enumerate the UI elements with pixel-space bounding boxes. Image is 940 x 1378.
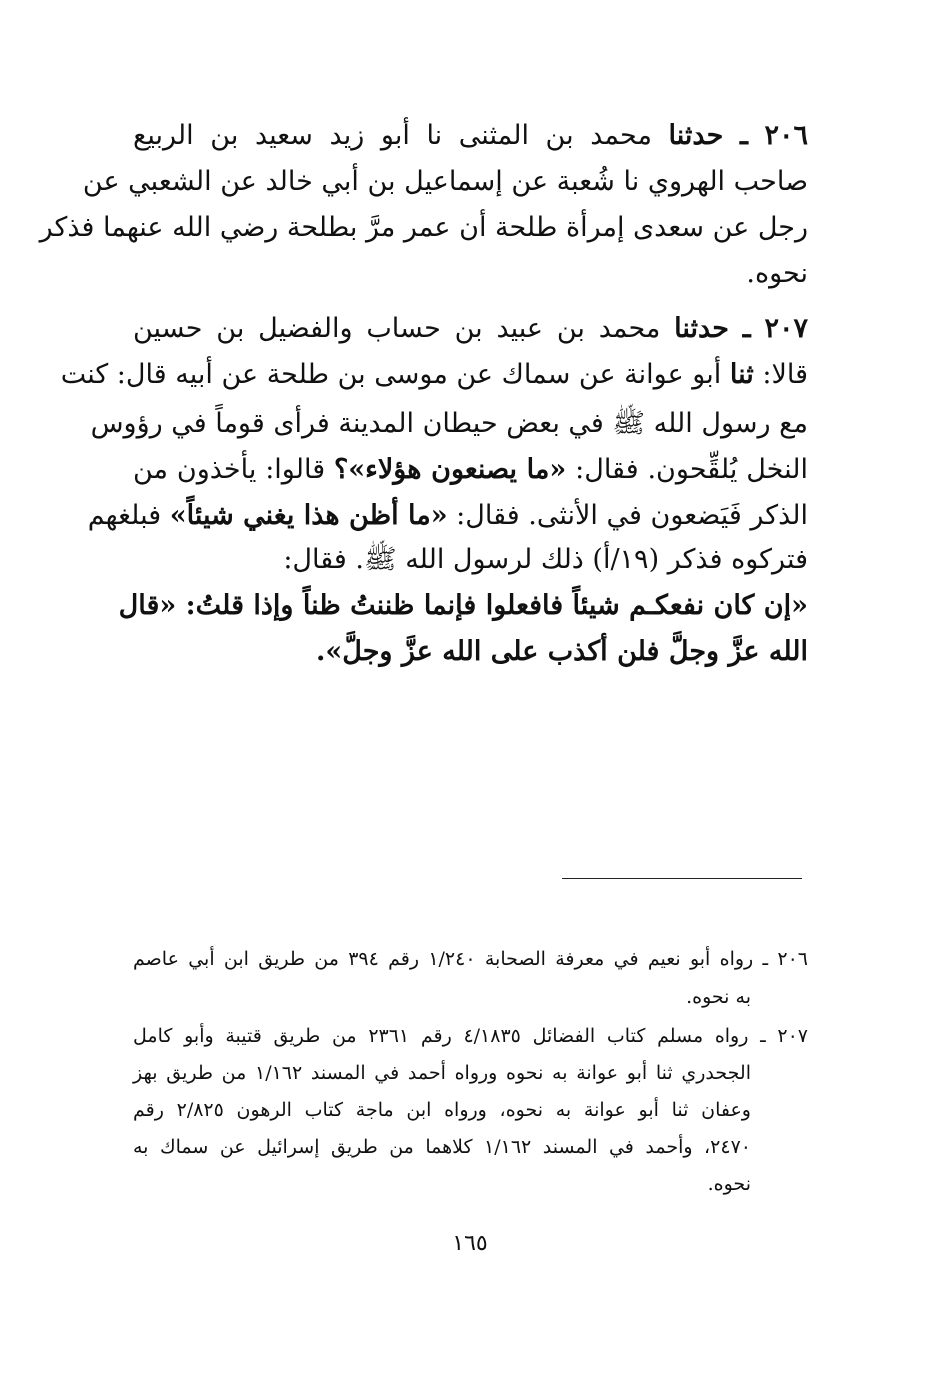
hadith-206-text: محمد بن المثنى نا أبو زيد سعيد بن الربيع: [133, 120, 652, 151]
hadith-207-text-1: محمد بن عبيد بن حساب والفضيل بن حسين: [133, 313, 661, 344]
hadith-206-intro: حدثنا: [668, 120, 724, 151]
hadith-207-line-5-lead: الذكر فَيَضعون في الأنثى. فقال:: [456, 500, 808, 531]
footnote-207-line-2: الجحدري ثنا أبو عوانة به نحوه ورواه أحمد في المسند ١/١٦٢ من طريق بهز: [133, 1062, 751, 1084]
hadith-207-line-6: فتركوه فذكر (١٩/أ) ذلك لرسول الله ﷺ. فقال:: [283, 544, 808, 575]
hadith-206-line-2: صاحب الهروي نا شُعبة عن إسماعيل بن أبي خالد عن الشعبي عن: [82, 166, 808, 197]
hadith-207-line-5-rest: فبلغهم: [87, 500, 162, 531]
hadith-206-line-1: ٢٠٦ ـ حدثنا محمد بن المثنى نا أبو زيد سعيد بن الربيع: [133, 120, 808, 151]
hadith-207-line-8: الله عزَّ وجلَّ فلن أكذب على الله عزَّ وجلَّ».: [315, 636, 808, 667]
hadith-207-line-2-rest: أبو عوانة عن سماك عن موسى بن طلحة عن أبيه قال: كنت: [60, 359, 722, 390]
footnote-206-line-2: به نحوه.: [686, 986, 751, 1008]
hadith-206-line-3: رجل عن سعدى إمرأة طلحة أن عمر مرَّ بطلحة رضي الله عنهما فذكر: [39, 212, 808, 243]
footnote-206-line-1: ٢٠٦ ـ رواه أبو نعيم في معرفة الصحابة ١/٢٤٠ رقم ٣٩٤ من طريق ابن أبي عاصم: [133, 948, 808, 970]
footnote-207-line-4: ٢٤٧٠، وأحمد في المسند ١/١٦٢ كلاهما من طريق إسرائيل عن سماك به: [133, 1136, 751, 1158]
hadith-206-number: ٢٠٦: [764, 120, 808, 151]
hadith-207-line-5: [87, 493, 808, 539]
hadith-207-line-4-bold: «ما يصنعون هؤلاء»؟: [333, 454, 567, 485]
hadith-207-line-4-lead: النخل يُلقِّحون. فقال:: [575, 454, 808, 485]
hadith-207-line-3: مع رسول الله ﷺ في بعض حيطان المدينة فرأى قوماً في رؤوس: [90, 408, 808, 439]
hadith-206-line-4: نحوه.: [746, 258, 808, 289]
hadith-207-line-4: [133, 447, 808, 493]
footnote-separator: [562, 878, 802, 879]
hadith-207-line-5-bold: «ما أظن هذا يغني شيئاً»: [169, 500, 448, 531]
hadith-207-line-7: «إن كان نفعكـم شيئاً فافعلوا فإنما ظننتُ ظناً وإذا قلتُ: «قال: [118, 590, 808, 621]
hadith-207-line-2: [60, 352, 808, 398]
footnote-207-line-3: وعفان ثنا أبو عوانة به نحوه، ورواه ابن ماجة كتاب الرهون ٢/٨٢٥ رقم: [133, 1099, 751, 1121]
hadith-207-number: ٢٠٧: [764, 313, 808, 344]
footnote-207-line-1: ٢٠٧ ـ رواه مسلم كتاب الفضائل ٤/١٨٣٥ رقم ٢٣٦١ من طريق قتيبة وأبو كامل: [133, 1025, 809, 1047]
page-number: ١٦٥: [452, 1231, 488, 1256]
footnote-207-line-5: نحوه.: [707, 1173, 751, 1195]
hadith-207-line-4-rest: قالوا: يأخذون من: [133, 454, 326, 485]
hadith-207-line-1: ٢٠٧ ـ حدثنا محمد بن عبيد بن حساب والفضيل بن حسين: [133, 313, 808, 344]
hadith-207-intro: حدثنا: [674, 313, 729, 344]
hadith-207-line-2-bold: ثنا: [729, 359, 754, 390]
hadith-207-line-2-lead: قالا:: [762, 359, 808, 390]
